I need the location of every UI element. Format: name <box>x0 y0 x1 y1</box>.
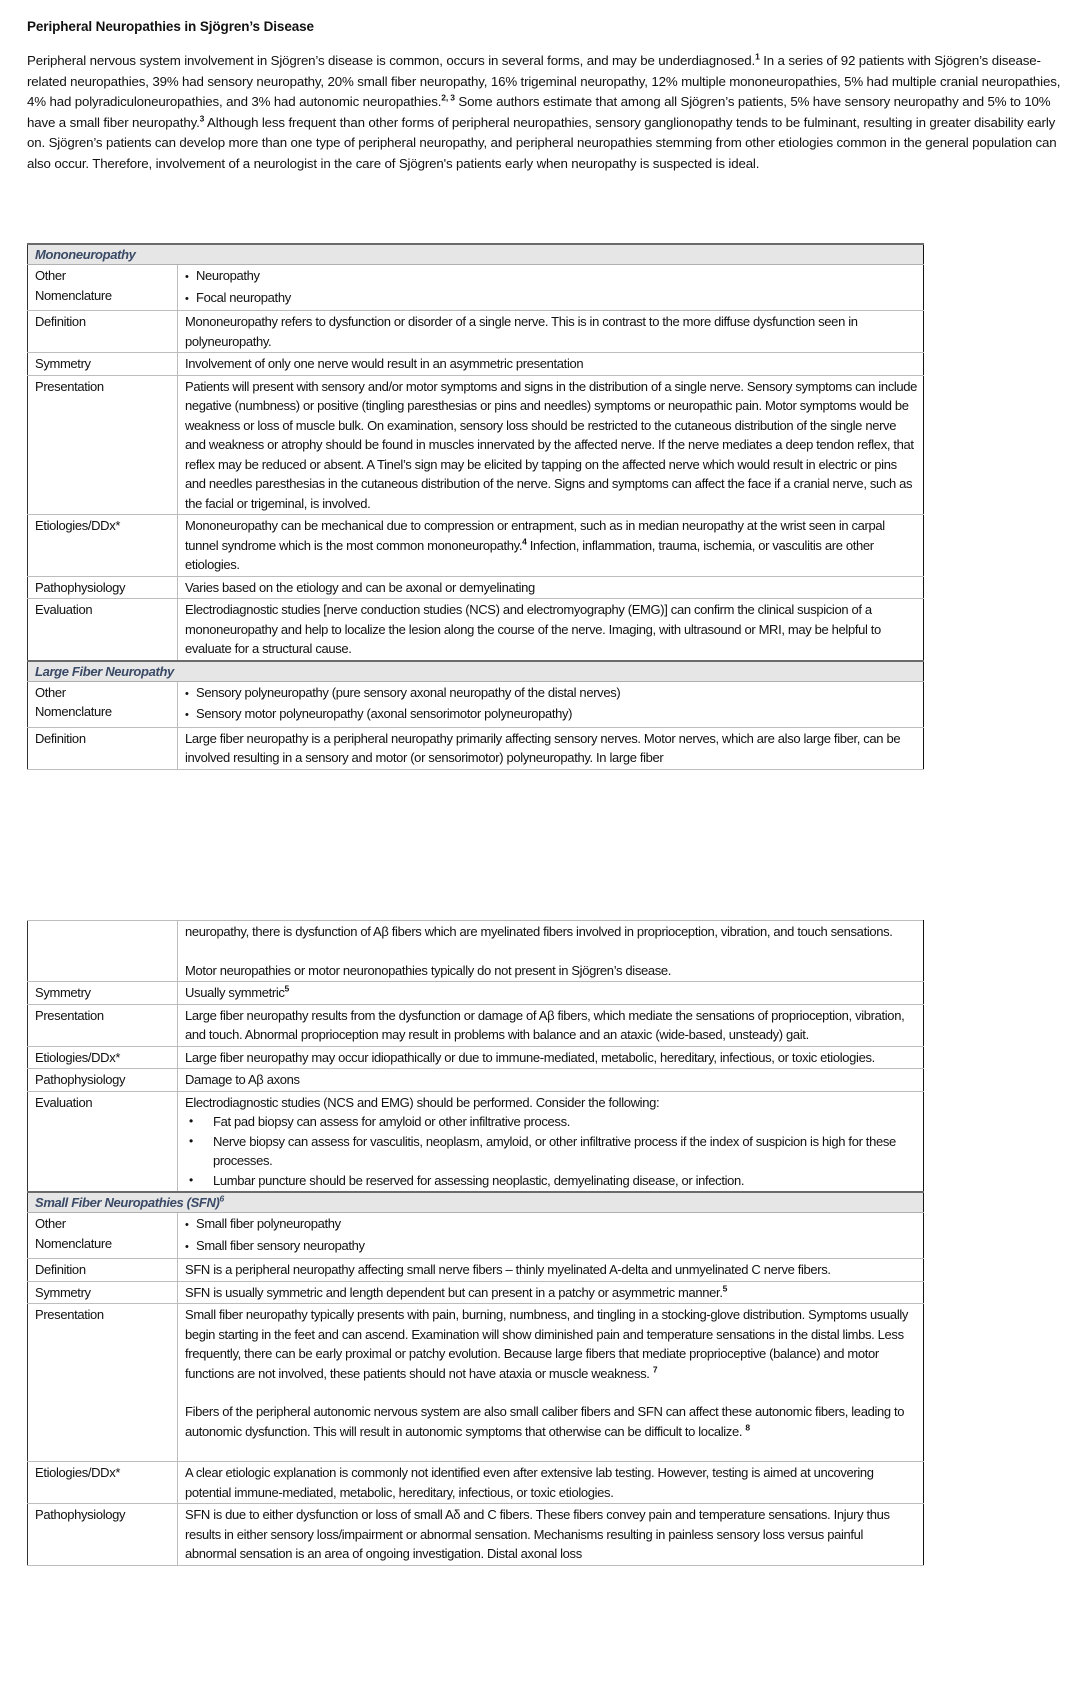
section-header-mononeuropathy <box>28 244 924 265</box>
row-value: Patients will present with sensory and/or motor symptoms and signs in the distribution of a single nerve. Sensory symptoms can include negative (numbness) or positive (tingling paresthesias or pins and needles) symptoms or neuropathic pain. Motor symptoms would be weakness or loss of muscle bulk. On examination, sensory loss should be restricted to the cutaneous distribution of the single nerve and weakness or atrophy should be found in muscles innervated by the affected nerve. If the nerve mediates a deep tendon reflex, that reflex may be reduced or absent. A Tinel’s sign may be elicited by tapping on the affected nerve which would result in electric or pins and needles paresthesias in the cutaneous distribution of the nerve. Signs and symptoms can affect the face if a cranial nerve, such as the facial or trigeminal, is involved. <box>178 375 924 515</box>
row-label: Presentation <box>28 1304 178 1462</box>
list-item: • Fat pad biopsy can assess for amyloid or other infiltrative process. <box>213 1112 917 1132</box>
row-value <box>178 1213 924 1259</box>
row-value: Large fiber neuropathy may occur idiopathically or due to immune-mediated, metabolic, hereditary, infectious, or toxic etiologies. <box>178 1046 924 1069</box>
reference-superscript: 3 <box>199 113 205 124</box>
list-item: • Small fiber sensory neuropathy <box>185 1236 917 1258</box>
list-item: • Focal neuropathy <box>185 288 917 310</box>
row-label: Definition <box>28 311 178 353</box>
list-item: • Nerve biopsy can assess for vasculitis, neoplasm, amyloid, or other infiltrative process if the index of suspicion is high for these processes. <box>213 1132 917 1171</box>
neuropathy-table-page-1 <box>27 243 924 770</box>
row-value: Usually symmetric$^5$ <box>178 982 924 1005</box>
row-label: Pathophysiology <box>28 1069 178 1092</box>
reference-superscript: 7 <box>652 1364 658 1375</box>
row-value: Damage to Aβ axons <box>178 1069 924 1092</box>
row-value <box>178 265 924 311</box>
table-row <box>28 1069 924 1092</box>
row-value: Large fiber neuropathy results from the dysfunction or damage of Aβ fibers, which mediate the sensations of proprioception, vibration, and touch. Abnormal proprioception may result in problems with balance and an ataxic (wide-based, unsteady) gait. <box>178 1004 924 1046</box>
table-row <box>28 353 924 376</box>
row-value: Varies based on the etiology and can be axonal or demyelinating <box>178 576 924 599</box>
table-row <box>28 921 924 982</box>
reference-superscript: 6 <box>219 1193 224 1204</box>
list-item: • Small fiber polyneuropathy <box>185 1214 917 1236</box>
section-title: Large Fiber Neuropathy <box>28 661 924 682</box>
row-label: Symmetry <box>28 982 178 1005</box>
row-value: SFN is a peripheral neuropathy affecting small nerve fibers – thinly myelinated A-delta and unmyelinated C nerve fibers. <box>178 1259 924 1282</box>
table-row <box>28 727 924 769</box>
list-item: • Neuropathy <box>185 266 917 288</box>
list-item: • Sensory polyneuropathy (pure sensory axonal neuropathy of the distal nerves) <box>185 683 917 705</box>
table-row <box>28 681 924 727</box>
reference-superscript: 4 <box>522 536 527 547</box>
section-header-large-fiber <box>28 661 924 682</box>
table-row <box>28 1213 924 1259</box>
document-title: Peripheral Neuropathies in Sjögren’s Disease <box>27 19 314 34</box>
row-label: Other Nomenclature <box>28 1213 178 1259</box>
neuropathy-table-page-2 <box>27 920 924 1566</box>
row-label: Presentation <box>28 1004 178 1046</box>
row-label: Other Nomenclature <box>28 681 178 727</box>
row-label: Etiologies/DDx* <box>28 515 178 577</box>
reference-superscript: 5 <box>284 983 289 994</box>
intro-text-2: In a series of 92 patients with Sjögren’s disease-related neuropathies, 39% had sensory neuropathy, 20% small fiber neuropathy, 16% trigeminal neuropathy, 12% multiple mononeuropathies, 5% had multiple cranial neuropathies, 4% had polyradiculoneuropathies, and 3% had autonomic neuropathies. <box>27 53 1061 109</box>
row-label: Etiologies/DDx* <box>28 1046 178 1069</box>
intro-text-3: Some authors estimate that among all Sjögren’s patients, 5% have sensory neuropathy and 5% to 10% have a small fiber neuropathy. <box>27 94 1051 130</box>
list-item: • Lumbar puncture should be reserved for assessing neoplastic, demyelinating disease, or infection. <box>213 1171 917 1191</box>
reference-superscript: 8 <box>745 1422 750 1433</box>
table-row <box>28 1462 924 1504</box>
section-title: Mononeuropathy <box>28 244 924 265</box>
row-value: Mononeuropathy can be mechanical due to compression or entrapment, such as in median neuropathy at the wrist seen in carpal tunnel syndrome which is the most common mononeuropathy.$^4$ Infection, inflammation, trauma, ischemia, or vasculitis are other etiologies. <box>178 515 924 577</box>
row-label: Presentation <box>28 375 178 515</box>
section-title: Small Fiber Neuropathies (SFN)$^6$ <box>28 1192 924 1213</box>
table-row <box>28 1259 924 1282</box>
row-value: Large fiber neuropathy is a peripheral neuropathy primarily affecting sensory nerves. Motor nerves, which are also large fiber, can be involved resulting in a sensory and motor (or sensorimotor) polyneuropathy. In large fiber <box>178 727 924 769</box>
row-label: Evaluation <box>28 1091 178 1192</box>
table-row <box>28 576 924 599</box>
row-label: Pathophysiology <box>28 1504 178 1566</box>
table-row <box>28 599 924 661</box>
row-label: Evaluation <box>28 599 178 661</box>
intro-paragraph <box>27 51 1067 174</box>
row-value: Electrodiagnostic studies (NCS and EMG) should be performed. Consider the following: • Fat pad biopsy can assess for amyloid or other infiltrative process. • Nerve biopsy can assess for vasculitis, neoplasm, amyloid, or other infiltrative process if the index of suspicion is high for these processes. • Lumbar puncture should be reserved for assessing neoplastic, demyelinating disease, or infection. <box>178 1091 924 1192</box>
row-label <box>28 921 178 982</box>
row-label: Definition <box>28 1259 178 1282</box>
row-label: Pathophysiology <box>28 576 178 599</box>
row-label: Symmetry <box>28 353 178 376</box>
evaluation-list <box>185 1112 917 1190</box>
table-row <box>28 1004 924 1046</box>
row-value: Involvement of only one nerve would result in an asymmetric presentation <box>178 353 924 376</box>
list-item: • Sensory motor polyneuropathy (axonal sensorimotor polyneuropathy) <box>185 704 917 726</box>
table-row <box>28 1046 924 1069</box>
intro-text-4: Although less frequent than other forms of peripheral neuropathies, sensory ganglionopathy tends to be fulminant, resulting in greater disability early on. Sjögren’s patients can develop more than one type of peripheral neuropathy, and peripheral neuropathies stemming from other etiologies common in the general population can also occur. Therefore, involvement of a neurologist in the care of Sjögren's patients early when neuropathy is suspected is ideal. <box>27 114 1057 171</box>
reference-superscript: 1 <box>755 51 760 62</box>
table-row <box>28 982 924 1005</box>
row-value: Small fiber neuropathy typically presents with pain, burning, numbness, and tingling in a stocking-glove distribution. Symptoms usually begin starting in the feet and can ascend. Examination will show diminished pain and temperature sensations in the distal limbs. Less frequently, there can be early proximal or patchy evolution. Because large fibers that mediate proprioceptive (balance) and motor functions are not involved, these patients should not have ataxia or muscle weakness. $^7$ Fibers of the peripheral autonomic nervous system are also small caliber fibers and SFN can affect these autonomic fibers, leading to autonomic dysfunction. This will result in autonomic symptoms that otherwise can be difficult to localize. $^8$ <box>178 1304 924 1462</box>
reference-superscript: 2, 3 <box>441 92 455 103</box>
table-row <box>28 515 924 577</box>
row-value: SFN is usually symmetric and length dependent but can present in a patchy or asymmetric manner.$^5$ <box>178 1281 924 1304</box>
row-label: Definition <box>28 727 178 769</box>
table-row <box>28 1281 924 1304</box>
row-value: A clear etiologic explanation is commonly not identified even after extensive lab testing. However, testing is aimed at uncovering potential immune-mediated, metabolic, hereditary, infectious, or toxic etiologies. <box>178 1462 924 1504</box>
row-label: Other Nomenclature <box>28 265 178 311</box>
row-value: Mononeuropathy refers to dysfunction or disorder of a single nerve. This is in contrast to the more diffuse dysfunction seen in polyneuropathy. <box>178 311 924 353</box>
section-header-small-fiber <box>28 1192 924 1213</box>
row-value: neuropathy, there is dysfunction of Aβ fibers which are myelinated fibers involved in proprioception, vibration, and touch sensations. Motor neuropathies or motor neuronopathies typically do not present in Sjögren’s disease. <box>178 921 924 982</box>
table-row <box>28 265 924 311</box>
row-value: Electrodiagnostic studies [nerve conduction studies (NCS) and electromyography (EMG)] can confirm the clinical suspicion of a mononeuropathy and help to localize the lesion along the course of the nerve. Imaging, with ultrasound or MRI, may be helpful to evaluate for a structural cause. <box>178 599 924 661</box>
row-label: Etiologies/DDx* <box>28 1462 178 1504</box>
reference-superscript: 5 <box>722 1283 727 1294</box>
table-row <box>28 375 924 515</box>
table-row <box>28 1091 924 1192</box>
intro-text-1: Peripheral nervous system involvement in Sjögren’s disease is common, occurs in several forms, and may be underdiagnosed. <box>27 53 756 68</box>
table-row <box>28 1504 924 1566</box>
row-value: SFN is due to either dysfunction or loss of small Aδ and C fibers. These fibers convey pain and temperature sensations. Injury thus results in either sensory loss/impairment or abnormal sensation. Mechanisms resulting in painless sensory loss versus painful abnormal sensation is an area of ongoing investigation. Distal axonal loss <box>178 1504 924 1566</box>
row-label: Symmetry <box>28 1281 178 1304</box>
table-row <box>28 311 924 353</box>
row-value <box>178 681 924 727</box>
table-row <box>28 1304 924 1462</box>
